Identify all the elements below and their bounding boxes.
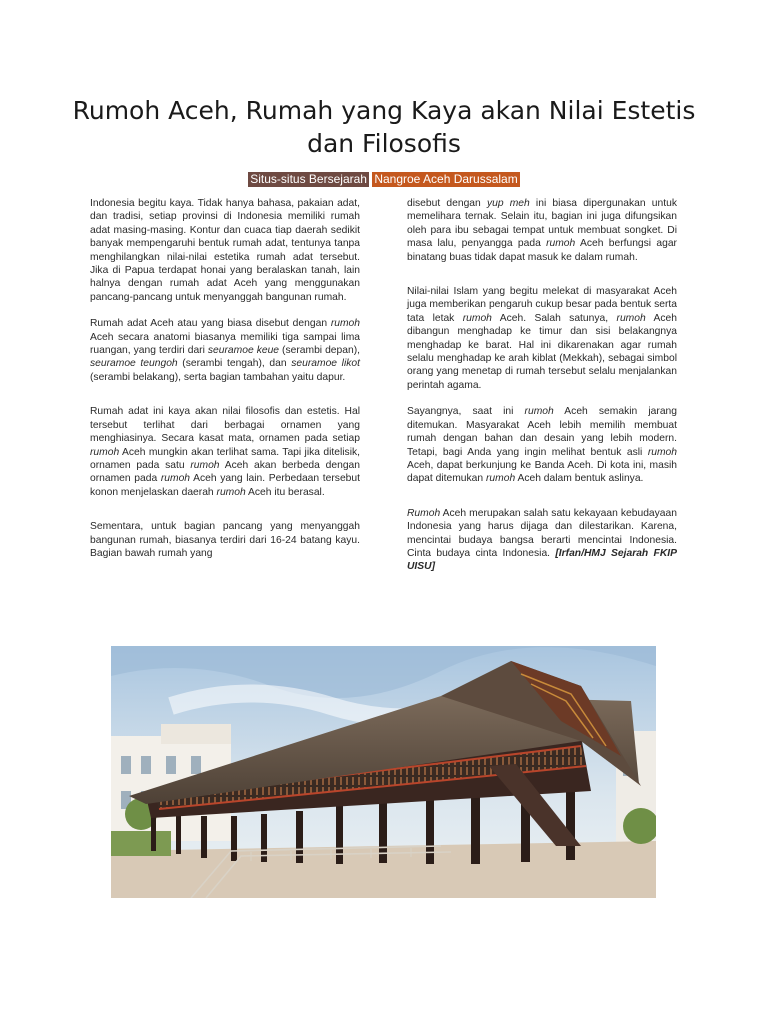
category-tag-historical-sites[interactable]: Situs-situs Bersejarah [250,172,367,186]
author-credit: [Irfan/HMJ Sejarah FKIP UISU] [407,547,677,573]
right-column [407,197,677,574]
paragraph: Nilai-nilai Islam yang begitu melekat di masyarakat Aceh juga memberikan pengaruh cukup besar pada bentuk serta tata letak rumoh Aceh. Salah satunya, rumoh Aceh dibangun menghadap ke timur dan sisi belakangnya menghadap ke barat. Hal ini dikarenakan agar rumah selalu menghadap ke arah kiblat (Mekkah), sebagai simbol orang yang menetap di rumah tersebut selalu menjalankan perintah agama. [407,286,677,391]
rumoh-aceh-photo [111,646,656,898]
paragraph: Sayangnya, saat ini rumoh Aceh semakin jarang ditemukan. Masyarakat Aceh lebih memilih membuat rumah dengan bahan dan desain yang lebih modern. Tetapi, bagi Anda yang ingin melihat bentuk asli rumoh Aceh, dapat berkunjung ke Banda Aceh. Di kota ini, masih dapat ditemukan rumoh Aceh dalam bentuk aslinya. [407,406,677,485]
left-column [90,197,360,560]
category-tag-aceh[interactable]: Nangroe Aceh Darussalam [374,172,518,186]
paragraph: Rumah adat Aceh atau yang biasa disebut dengan rumoh Aceh secara anatomi biasanya memiliki tiga sampai lima ruangan, yang terdiri dari seuramoe keue (serambi depan), seuramoe teungoh (serambi tengah), dan seuramoe likot (serambi belakang), serta bagian tambahan yaitu dapur. [90,318,361,383]
paragraph: Rumah adat ini kaya akan nilai filosofis dan estetis. Hal tersebut terlihat dari berbagai ornamen yang menghiasinya. Secara kasat mata, ornamen pada setiap rumoh Aceh mungkin akan terlihat sama. Tapi jika ditelisik, ornamen pada satu rumoh Aceh akan berbeda dengan ornamen pada rumoh Aceh yang lain. Perbedaan tersebut konon menjelaskan daerah rumoh Aceh itu berasal. [90,406,361,498]
paragraph: Sementara, untuk bagian pancang yang menyanggah bangunan rumah, biasanya terdiri dari 16-24 batang kayu. Bagian bawah rumah yang [90,521,360,559]
article-title: Rumoh Aceh, Rumah yang Kaya akan Nilai Estetis dan Filosofis [72,96,696,158]
paragraph: Rumoh Aceh merupakan salah satu kekayaan kebudayaan Indonesia yang harus dijaga dan dilestarikan. Karena, mencintai budaya bangsa berarti mencintai Indonesia. Cinta budaya cinta Indonesia. [Irfan/HMJ Sejarah FKIP UISU] [407,507,677,573]
paragraph: disebut dengan yup meh ini biasa dipergunakan untuk memelihara ternak. Selain itu, bagian ini juga difungsikan oleh para ibu sebagai tempat untuk membuat songket. Di masa lalu, penyangga pada rumoh Aceh berfungsi agar binatang buas tidak dapat masuk ke dalam rumah. [407,198,677,263]
paragraph: Indonesia begitu kaya. Tidak hanya bahasa, pakaian adat, dan tradisi, setiap provinsi di Indonesia memiliki rumah adat masing-masing. Kontur dan cuaca tiap daerah sedikit banyak mempengaruhi bentuk rumah adat, tentunya tanpa menghilangkan nilai-nilai estetika rumah adat tersebut. Jika di Papua terdapat honai yang beralaskan tanah, lain halnya dengan rumah adat Aceh yang menggunakan pancang-pancang untuk menyanggah bangunan rumah. [90,198,360,303]
category-tags [0,172,768,187]
